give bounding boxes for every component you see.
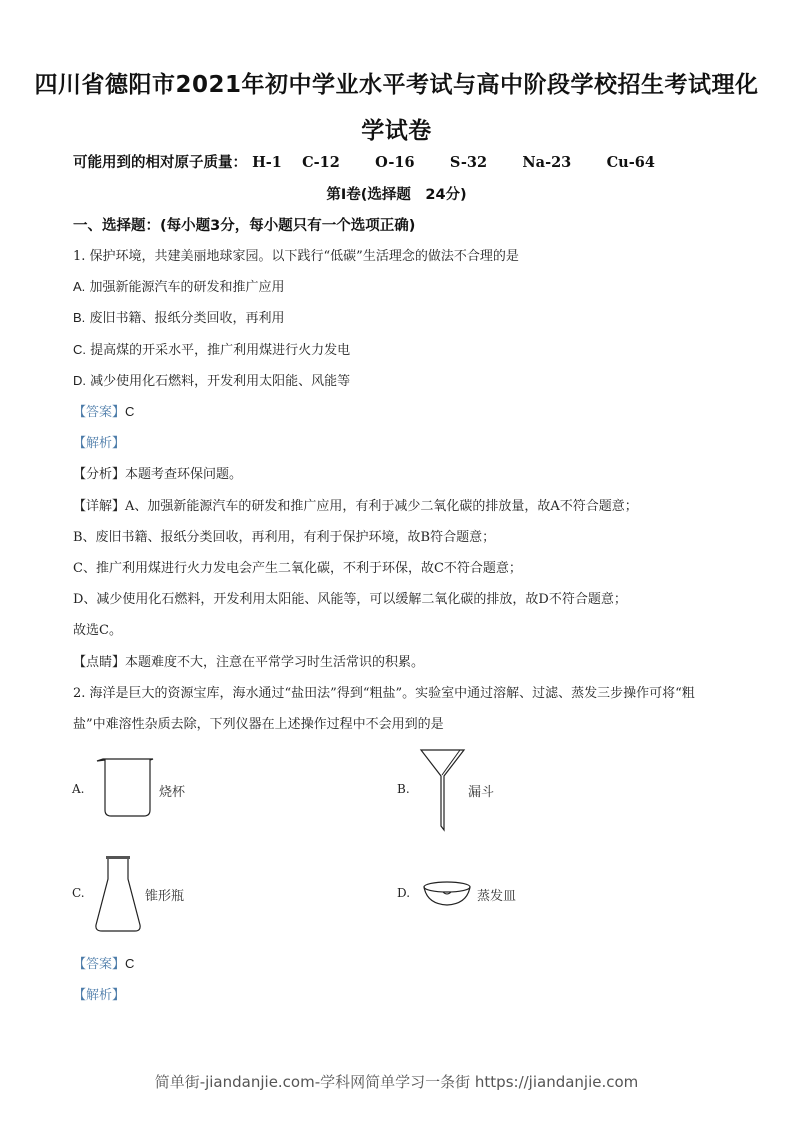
footer-watermark: 简单街-jiandanjie.com-学科网简单学习一条街 https://jiandanjie.com: [154, 1073, 639, 1091]
question-2-stem-line2: 盐”中难溶性杂质去除，下列仪器在上述操作过程中不会用到的是: [73, 717, 444, 732]
atomic-mass-line: [73, 151, 655, 172]
answer-tag: 【答案】: [73, 405, 126, 420]
question-1-fenxi: [73, 463, 242, 482]
xiangjie-tag: 【详解】: [73, 499, 126, 514]
question-2-option-c-letter: C.: [72, 886, 85, 900]
funnel-icon: [420, 748, 466, 834]
fenxi-tag: 【分析】: [73, 467, 126, 482]
xiangjie-line: A、加强新能源汽车的研发和推广应用，有利于减少二氧化碳的排放量，故A不符合题意；: [125, 499, 638, 514]
question-2-option-b-letter: B.: [397, 782, 410, 796]
erlenmeyer-flask-icon: [95, 855, 145, 935]
question-1-option-c: [73, 339, 350, 358]
atomic-mass-label: 可能用到的相对原子质量：: [73, 155, 247, 171]
question-2-option-d-label: 蒸发皿: [477, 889, 517, 904]
evaporating-dish-icon: [423, 880, 473, 908]
atomic-mass-s: S-32: [449, 154, 488, 171]
question-2-analysis-tag: 【解析】: [73, 988, 126, 1003]
question-1-xiangjie: [73, 495, 638, 514]
option-letter: D.: [73, 373, 86, 388]
question-2-option-a-label: 烧杯: [159, 785, 186, 800]
document-title-line2: 学试卷: [361, 118, 432, 144]
xiangjie-line: C、推广利用煤进行火力发电会产生二氧化碳，不利于环保，故C不符合题意；: [73, 561, 522, 576]
answer-value: C: [125, 404, 135, 419]
option-letter: A.: [73, 279, 86, 294]
beaker-icon: [95, 758, 155, 820]
dianjing-text: 本题难度不大，注意在平常学习时生活常识的积累。: [125, 655, 425, 670]
option-text: 废旧书籍、报纸分类回收，再利用: [89, 311, 285, 326]
atomic-mass-na: Na-23: [522, 154, 572, 171]
question-1-stem: 1. 保护环境，共建美丽地球家园。以下践行“低碳”生活理念的做法不合理的是: [73, 249, 519, 264]
question-2-option-a-letter: A.: [72, 782, 85, 796]
atomic-mass-c: C-12: [302, 154, 340, 171]
part-heading: 一、选择题：(每小题3分，每小题只有一个选项正确): [73, 218, 416, 234]
xiangjie-line: B、废旧书籍、报纸分类回收，再利用，有利于保护环境，故B符合题意；: [73, 530, 496, 545]
question-1-option-b: [73, 307, 284, 326]
option-text: 减少使用化石燃料，开发利用太阳能、风能等: [90, 374, 351, 389]
atomic-mass-cu: Cu-64: [606, 154, 655, 171]
section-heading: 第Ⅰ卷(选择题 24分): [326, 187, 467, 203]
option-text: 加强新能源汽车的研发和推广应用: [89, 280, 285, 295]
document-title-line1: 四川省德阳市2021年初中学业水平考试与高中阶段学校招生考试理化: [34, 72, 759, 98]
question-1-answer: [73, 401, 134, 420]
xiangjie-line: 故选C。: [73, 623, 122, 638]
option-letter: B.: [73, 310, 86, 325]
question-1-option-d: [73, 370, 350, 389]
answer-tag: 【答案】: [73, 957, 126, 972]
dianjing-tag: 【点睛】: [73, 655, 126, 670]
atomic-mass-h: H-1: [252, 154, 282, 171]
xiangjie-line: D、减少使用化石燃料，开发利用太阳能、风能等，可以缓解二氧化碳的排放，故D不符合题意；: [73, 592, 627, 607]
question-1-analysis-tag: 【解析】: [73, 436, 126, 451]
question-1-dianjing: [73, 651, 424, 670]
answer-value: C: [125, 956, 135, 971]
option-text: 提高煤的开采水平，推广利用煤进行火力发电: [90, 343, 351, 358]
question-2-stem-line1: 2. 海洋是巨大的资源宝库，海水通过“盐田法”得到“粗盐”。实验室中通过溶解、过滤、蒸发三步操作可将“粗: [73, 686, 695, 701]
question-2-option-d-letter: D.: [397, 886, 411, 900]
question-2-option-b-label: 漏斗: [468, 785, 495, 800]
fenxi-text: 本题考查环保问题。: [125, 467, 243, 482]
question-2-answer: [73, 953, 134, 972]
question-1-option-a: [73, 276, 284, 295]
question-2-option-c-label: 锥形瓶: [145, 889, 185, 904]
atomic-mass-o: O-16: [375, 154, 415, 171]
option-letter: C.: [73, 342, 86, 357]
